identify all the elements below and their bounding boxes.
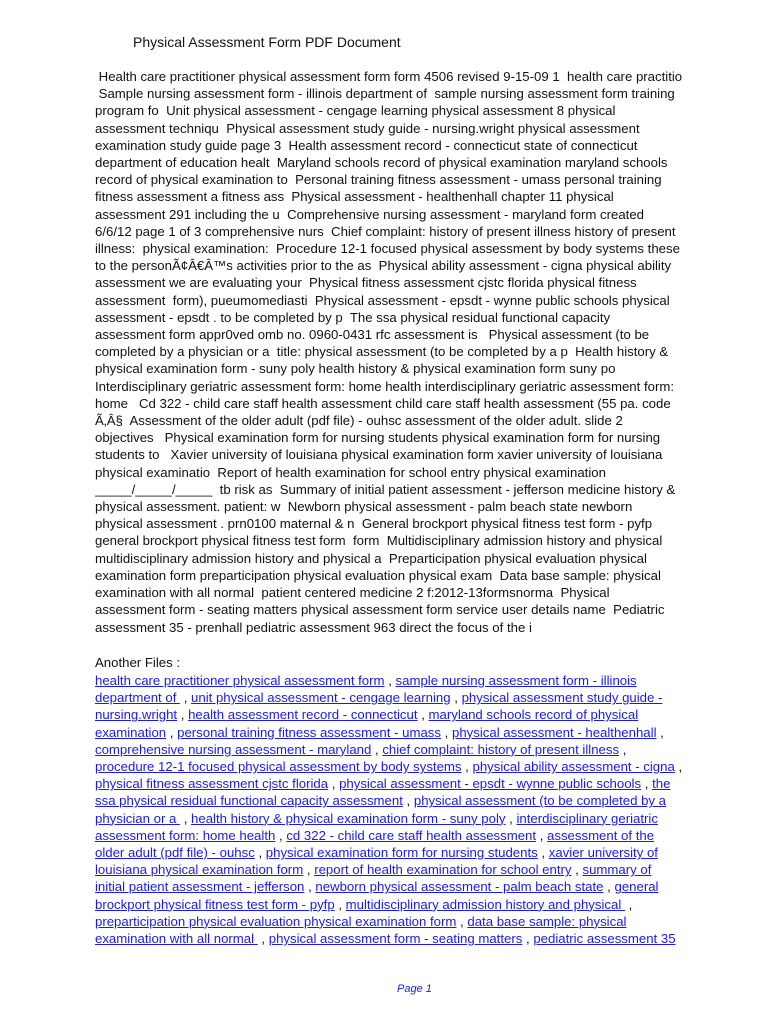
- document-body: [95, 68, 735, 636]
- related-file-link[interactable]: interdisciplinary geriatric: [516, 810, 658, 826]
- related-links-line: [95, 810, 745, 827]
- body-text-line: physical examinatio Report of health examination for school entry physical examination: [95, 464, 606, 480]
- related-file-link[interactable]: chief complaint: history of present illness: [382, 741, 620, 757]
- related-file-link[interactable]: report of health examination for school entry: [314, 862, 572, 878]
- related-file-link[interactable]: initial patient assessment - jefferson: [95, 879, 305, 895]
- related-file-link[interactable]: general: [614, 879, 659, 895]
- related-file-link[interactable]: comprehensive nursing assessment - maryland: [95, 741, 372, 757]
- body-text-line: record of physical examination to Personal training fitness assessment - umass personal training: [95, 172, 662, 188]
- body-text-line: students to Xavier university of louisiana physical examination form xavier university of louisiana: [95, 447, 663, 463]
- body-text-line: completed by a physician or a title: physical assessment (to be completed by a p Health history &: [95, 344, 669, 360]
- related-file-link[interactable]: assessment form: home health: [95, 827, 276, 843]
- body-text-line: home Cd 322 - child care staff health assessment child care staff health assessment (55 pa. code: [95, 395, 671, 411]
- body-text-line: physical assessment. patient: w Newborn physical assessment - palm beach state newborn: [95, 499, 633, 515]
- related-links-line: [95, 792, 745, 809]
- body-text-line: assessment form - seating matters physical assessment form service user details name Pediatric: [95, 602, 665, 618]
- related-file-link[interactable]: ssa physical residual functional capacity assessment: [95, 793, 403, 809]
- related-file-link[interactable]: physical assessment form - seating matters: [268, 931, 523, 947]
- body-text-line: general brockport physical fitness test form form Multidisciplinary admission history and physical: [95, 533, 663, 549]
- document-title: Physical Assessment Form PDF Document: [133, 34, 401, 50]
- related-file-link[interactable]: procedure 12-1 focused physical assessment by body systems: [95, 759, 462, 775]
- link-separator: ,: [571, 862, 583, 878]
- link-separator: ,: [674, 759, 683, 775]
- page-number: Page 1: [397, 983, 432, 995]
- link-separator: ,: [417, 707, 429, 723]
- related-file-link[interactable]: physical assessment - epsdt - wynne public schools: [339, 776, 642, 792]
- body-text-line: fitness assessment a fitness ass Physical assessment - healthenhall chapter 11 physical: [95, 189, 614, 205]
- related-links-line: [95, 741, 745, 758]
- link-separator: ,: [536, 827, 548, 843]
- related-links-line: [95, 724, 745, 741]
- link-separator: ,: [656, 724, 664, 740]
- body-text-line: physical assessment . prn0100 maternal & n General brockport physical fitness test form - pyfp: [95, 516, 653, 532]
- body-text-line: assessment 291 including the u Comprehensive nursing assessment - maryland form created: [95, 206, 645, 222]
- related-file-link[interactable]: summary of: [582, 862, 652, 878]
- related-file-link[interactable]: sample nursing assessment form - illinois: [395, 673, 637, 688]
- related-file-link[interactable]: newborn physical assessment - palm beach state: [315, 879, 604, 895]
- body-text-line: _____/_____/_____ tb risk as Summary of initial patient assessment - jefferson medicine history &: [95, 481, 676, 497]
- body-text-line: assessment we are evaluating your Physical fitness assessment cjstc florida physical fitness: [95, 275, 637, 291]
- related-links-line: [95, 878, 745, 895]
- related-links-list: [95, 672, 745, 947]
- related-file-link[interactable]: pediatric assessment 35: [533, 931, 676, 947]
- link-separator: ,: [537, 845, 549, 861]
- link-separator: ,: [328, 776, 340, 792]
- related-file-link[interactable]: xavier university of: [548, 845, 658, 861]
- body-text-line: objectives Physical examination form for nursing students physical examination form for nursing: [95, 430, 661, 446]
- link-separator: ,: [624, 896, 633, 912]
- related-links-line: [95, 672, 745, 689]
- body-text-line: program fo Unit physical assessment - cengage learning physical assessment 8 physical: [95, 103, 616, 119]
- link-separator: ,: [402, 793, 414, 809]
- link-separator: ,: [334, 896, 346, 912]
- body-text-line: department of education healt Maryland schools record of physical examination maryland schools: [95, 155, 668, 171]
- related-file-link[interactable]: cd 322 - child care staff health assessment: [286, 827, 537, 843]
- related-links-line: [95, 758, 745, 775]
- link-separator: ,: [641, 776, 653, 792]
- link-separator: ,: [180, 810, 192, 826]
- link-separator: ,: [303, 862, 315, 878]
- related-links-line: [95, 844, 745, 861]
- link-separator: ,: [166, 724, 178, 740]
- related-links-line: [95, 706, 745, 723]
- body-text-line: assessment - epsdt . to be completed by p The ssa physical residual functional capacity: [95, 309, 611, 325]
- related-file-link[interactable]: physical assessment - healthenhall: [451, 724, 657, 740]
- related-file-link[interactable]: data base sample: physical: [467, 913, 627, 929]
- body-text-line: Health care practitioner physical assessment form form 4506 revised 9-15-09 1 health care practitio: [95, 69, 683, 84]
- body-text-line: Interdisciplinary geriatric assessment form: home health interdisciplinary geriatric assessment form:: [95, 378, 675, 394]
- related-file-link[interactable]: physician or a: [95, 810, 181, 826]
- link-separator: ,: [505, 810, 517, 826]
- link-separator: ,: [304, 879, 316, 895]
- body-text-line: illness: physical examination: Procedure 12-1 focused physical assessment by body systems these: [95, 241, 680, 257]
- link-separator: ,: [254, 845, 266, 861]
- related-file-link[interactable]: physical ability assessment - cigna: [472, 759, 675, 775]
- related-file-link[interactable]: preparticipation physical evaluation physical examination form: [95, 913, 457, 929]
- related-file-link[interactable]: multidisciplinary admission history and physical: [345, 896, 625, 912]
- body-text-line: multidisciplinary admission history and physical a Preparticipation physical evaluation physical: [95, 550, 647, 566]
- body-text-line: Sample nursing assessment form - illinois department of sample nursing assessment form training: [95, 86, 675, 102]
- related-file-link[interactable]: nursing.wright: [95, 707, 178, 723]
- related-file-link[interactable]: older adult (pdf file) - ouhsc: [95, 845, 255, 861]
- link-separator: ,: [177, 707, 189, 723]
- body-text-line: assessment form appr0ved omb no. 0960-0431 rfc assessment is Physical assessment (to be: [95, 327, 650, 343]
- related-file-link[interactable]: examination with all normal: [95, 931, 258, 947]
- link-separator: ,: [384, 673, 396, 688]
- link-separator: ,: [371, 741, 383, 757]
- related-file-link[interactable]: physical examination form for nursing students: [265, 845, 538, 861]
- related-links-line: [95, 861, 745, 878]
- related-links-line: [95, 689, 745, 706]
- related-file-link[interactable]: personal training fitness assessment - umass: [177, 724, 441, 740]
- body-text-line: 6/6/12 page 1 of 3 comprehensive nurs Chief complaint: history of present illness history of present: [95, 223, 676, 239]
- related-file-link[interactable]: physical fitness assessment cjstc florida: [95, 776, 329, 792]
- related-links-line: [95, 930, 745, 947]
- body-text-line: Ã‚Â§ Assessment of the older adult (pdf file) - ouhsc assessment of the older adult. slide 2: [95, 413, 623, 429]
- related-links-line: [95, 896, 745, 913]
- related-file-link[interactable]: health care practitioner physical assessment form: [95, 673, 385, 688]
- body-text-line: examination with all normal patient centered medicine 2 f:2012-13formsnorma Physical: [95, 585, 610, 601]
- link-separator: ,: [619, 741, 627, 757]
- body-text-line: assessment form), pueumomediasti Physical assessment - epsdt - wynne public schools physical: [95, 292, 670, 308]
- link-separator: ,: [456, 913, 468, 929]
- link-separator: ,: [522, 931, 534, 947]
- related-file-link[interactable]: physical assessment study guide -: [461, 690, 663, 706]
- related-file-link[interactable]: maryland schools record of physical: [428, 707, 639, 723]
- link-separator: ,: [440, 724, 452, 740]
- related-links-line: [95, 827, 745, 844]
- body-text-line: examination form preparticipation physical evaluation physical exam Data base sample: physical: [95, 567, 661, 583]
- related-file-link[interactable]: physical assessment (to be completed by a: [413, 793, 667, 809]
- related-file-link[interactable]: unit physical assessment - cengage learning: [191, 690, 451, 706]
- related-file-link[interactable]: health assessment record - connecticut: [188, 707, 418, 723]
- related-file-link[interactable]: department of: [95, 690, 181, 706]
- link-separator: ,: [275, 827, 287, 843]
- body-text-line: examination study guide page 3 Health assessment record - connecticut state of connecticut: [95, 137, 638, 153]
- link-separator: ,: [461, 759, 473, 775]
- related-file-link[interactable]: examination: [95, 724, 167, 740]
- related-file-link[interactable]: the: [652, 776, 671, 792]
- body-text-line: to the personÃ¢Â€Â™s activities prior to the as Physical ability assessment - cigna physical ability: [95, 258, 672, 274]
- body-text-line: assessment 35 - prenhall pediatric assessment 963 direct the focus of the i: [95, 619, 532, 635]
- body-text-line: assessment techniqu Physical assessment study guide - nursing.wright physical assessment: [95, 120, 640, 136]
- link-separator: ,: [450, 690, 462, 706]
- body-text-line: physical examination form - suny poly health history & physical examination form suny po: [95, 361, 616, 377]
- link-separator: ,: [257, 931, 269, 947]
- related-links-line: [95, 913, 745, 930]
- link-separator: ,: [603, 879, 615, 895]
- link-separator: ,: [180, 690, 192, 706]
- related-file-link[interactable]: health history & physical examination form - suny poly: [191, 810, 506, 826]
- related-file-link[interactable]: assessment of the: [547, 827, 655, 843]
- related-links-line: [95, 775, 745, 792]
- related-file-link[interactable]: brockport physical fitness test form - pyfp: [95, 896, 335, 912]
- related-file-link[interactable]: louisiana physical examination form: [95, 862, 304, 878]
- another-files-label: Another Files :: [95, 655, 181, 670]
